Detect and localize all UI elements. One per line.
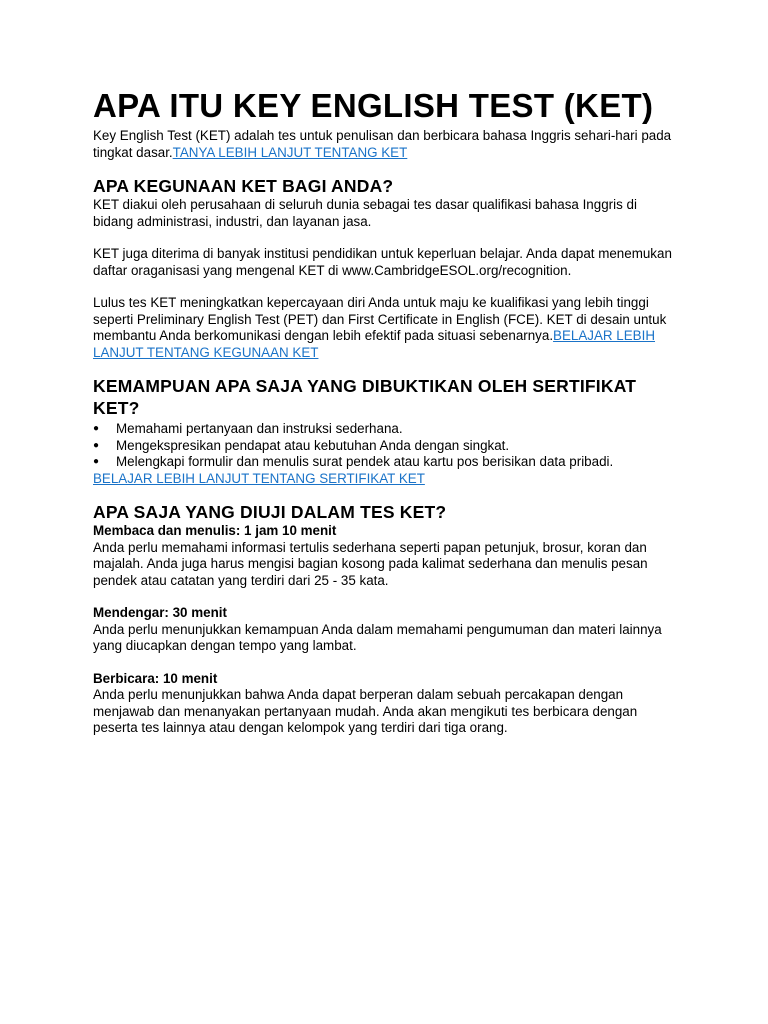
kegunaan-paragraph-3-text: Lulus tes KET meningkatkan kepercayaan diri Anda untuk maju ke kualifikasi yang lebih tinggi seperti Preliminary English Test (PET) dan First Certificate in English (FCE). KET di desain untuk membantu Anda berkomunikasi dengan lebih efektif pada situasi sebenarnya. — [93, 295, 667, 343]
membaca-text: Anda perlu memahami informasi tertulis sederhana seperti papan petunjuk, brosur, koran dan majalah. Anda juga harus mengisi bagian kosong pada kalimat sederhana dan menulis pesan pendek atau catatan yang terdiri dari 25 - 35 kata. — [93, 539, 648, 588]
intro-text: Key English Test (KET) adalah tes untuk penulisan dan berbicara bahasa Inggris sehari-hari pada tingkat dasar. — [93, 128, 672, 160]
list-item — [93, 421, 678, 438]
learn-more-ket-link[interactable]: TANYA LEBIH LANJUT TENTANG KET — [172, 144, 408, 160]
page-title: APA ITU KEY ENGLISH TEST (KET) — [93, 87, 654, 124]
mendengar-text: Anda perlu menunjukkan kemampuan Anda dalam memahami pengumuman dan materi lainnya yang diucapkan dengan tempo yang lambat. — [93, 621, 662, 653]
list-item-text: Memahami pertanyaan dan instruksi sederhana. — [116, 421, 403, 436]
berbicara-text: Anda perlu menunjukkan bahwa Anda dapat berperan dalam sebuah percakapan dengan menjawab dan menanyakan pertanyaan mudah. Anda akan mengikuti tes berbicara dengan peserta tes lainnya atau dengan kelompok yang terdiri dari tiga orang. — [93, 687, 638, 735]
mendengar-title: Mendengar: 30 menit — [93, 605, 227, 620]
section-heading-kemampuan: KEMAMPUAN APA SAJA YANG DIBUKTIKAN OLEH SERTIFIKAT KET? — [93, 376, 637, 418]
berbicara-title: Berbicara: 10 menit — [93, 670, 218, 686]
list-item-text: Melengkapi formulir dan menulis surat pendek atau kartu pos berisikan data pribadi. — [116, 454, 614, 469]
section-heading-diuji: APA SAJA YANG DIUJI DALAM TES KET? — [93, 502, 447, 522]
kegunaan-paragraph-1: KET diakui oleh perusahaan di seluruh dunia sebagai tes dasar qualifikasi bahasa Inggris di bidang administrasi, industri, dan layanan jasa. — [93, 197, 637, 229]
kemampuan-list — [93, 421, 678, 471]
bullet-icon: ● — [93, 423, 100, 434]
membaca-title: Membaca dan menulis: 1 jam 10 menit — [93, 523, 337, 538]
learn-more-kegunaan-link[interactable]: BELAJAR LEBIH LANJUT TENTANG KEGUNAAN KET — [93, 328, 656, 360]
learn-more-sertifikat-link[interactable]: BELAJAR LEBIH LANJUT TENTANG SERTIFIKAT KET — [93, 470, 425, 486]
bullet-icon: ● — [93, 456, 100, 467]
bullet-icon: ● — [93, 439, 100, 451]
kegunaan-paragraph-2: KET juga diterima di banyak institusi pendidikan untuk keperluan belajar. Anda dapat menemukan daftar oraganisasi yang mengenal KET di www.CambridgeESOL.org/recognition. — [93, 246, 672, 278]
section-heading-kegunaan: APA KEGUNAAN KET BAGI ANDA? — [93, 176, 394, 196]
intro-paragraph — [93, 128, 678, 161]
kegunaan-paragraph-3 — [93, 295, 678, 361]
list-item-text: Mengekspresikan pendapat atau kebutuhan Anda dengan singkat. — [116, 437, 510, 453]
kemampuan-link-line — [93, 471, 678, 488]
list-item — [93, 438, 678, 455]
list-item — [93, 454, 678, 471]
